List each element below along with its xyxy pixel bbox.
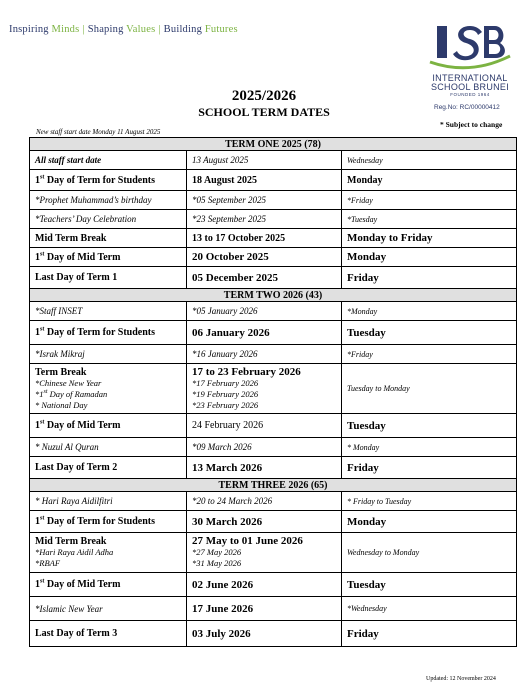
- event-sub-label: *Chinese New Year: [35, 377, 102, 388]
- day-cell: *Friday: [342, 345, 517, 364]
- event-ordinal: 1: [35, 174, 40, 186]
- table-row: [30, 267, 517, 289]
- date-cell: *05 January 2026: [187, 302, 342, 321]
- event-ordinal: 1: [35, 327, 40, 338]
- table-row: [30, 414, 517, 438]
- day-cell: * Monday: [342, 438, 517, 457]
- tagline-minds: Minds: [51, 24, 80, 35]
- day-cell: Friday: [342, 457, 517, 479]
- table-row: [30, 210, 517, 229]
- term-header: [30, 479, 517, 492]
- event-sub-ordinal: *1: [35, 388, 44, 399]
- date-sub: *17 February 2026: [192, 377, 259, 388]
- table-row: [30, 321, 517, 345]
- day-cell: *Friday: [342, 191, 517, 210]
- event-label: Mid Term Break: [35, 536, 107, 547]
- event-ordinal-suffix: st: [40, 326, 45, 333]
- event-cell: *Israk Mikraj: [30, 345, 187, 364]
- table-row: [30, 457, 517, 479]
- day-cell: * Friday to Tuesday: [342, 492, 517, 511]
- tagline-inspiring: Inspiring: [9, 24, 52, 35]
- date-main: 27 May to 01 June 2026: [192, 535, 303, 547]
- day-cell: Monday: [342, 170, 517, 191]
- event-sub-label: * National Day: [35, 399, 88, 410]
- date-cell: *23 September 2025: [187, 210, 342, 229]
- day-cell: *Tuesday: [342, 210, 517, 229]
- date-cell: [187, 533, 342, 573]
- date-cell: 06 January 2026: [187, 321, 342, 345]
- date-cell: *09 March 2026: [187, 438, 342, 457]
- event-sub-label: [35, 389, 181, 400]
- tagline-separator: |: [158, 24, 161, 35]
- day-cell: Tuesday: [342, 414, 517, 438]
- date-cell: 05 December 2025: [187, 267, 342, 289]
- day-cell: Tuesday to Monday: [342, 364, 517, 414]
- table-row: [30, 621, 517, 647]
- logo-founded: FOUNDED 1964: [450, 92, 490, 97]
- day-cell: Tuesday: [342, 573, 517, 597]
- date-cell: 17 June 2026: [187, 597, 342, 621]
- tagline-building: Building: [163, 24, 205, 35]
- day-cell: Monday: [342, 511, 517, 533]
- table-row: [30, 438, 517, 457]
- isb-logo-icon: [428, 16, 512, 74]
- updated-date: Updated: 12 November 2024: [426, 676, 496, 682]
- term-header: [30, 138, 517, 151]
- event-cell: [30, 248, 187, 267]
- table-row: [30, 492, 517, 511]
- date-cell: [187, 364, 342, 414]
- date-cell: 30 March 2026: [187, 511, 342, 533]
- event-cell: Last Day of Term 1: [30, 267, 187, 289]
- day-cell: Friday: [342, 621, 517, 647]
- table-row: [30, 191, 517, 210]
- table-row: [30, 511, 517, 533]
- event-sub-label: *RBAF: [35, 558, 61, 568]
- event-cell: [30, 364, 187, 414]
- term-header: [30, 289, 517, 302]
- new-staff-note: New staff start date Monday 11 August 2025: [36, 128, 161, 136]
- event-cell: [30, 321, 187, 345]
- event-cell: Last Day of Term 3: [30, 621, 187, 647]
- event-ordinal-suffix: st: [40, 578, 45, 585]
- date-cell: 13 March 2026: [187, 457, 342, 479]
- event-label: Term Break: [35, 366, 87, 378]
- event-label: Day of Mid Term: [44, 420, 121, 431]
- table-row: [30, 302, 517, 321]
- table-row: [30, 229, 517, 248]
- event-cell: [30, 511, 187, 533]
- event-cell: All staff start date: [30, 151, 187, 170]
- date-main: 17 to 23 February 2026: [192, 365, 301, 378]
- term-header-cell: TERM TWO 2026 (43): [30, 289, 517, 302]
- event-ordinal-suffix: st: [40, 251, 45, 258]
- event-cell: [30, 170, 187, 191]
- event-cell: * Nuzul Al Quran: [30, 438, 187, 457]
- table-row: [30, 573, 517, 597]
- event-cell: *Teachers’ Day Celebration: [30, 210, 187, 229]
- date-sub: *19 February 2026: [192, 388, 259, 399]
- event-sub-text: Day of Ramadan: [47, 388, 108, 399]
- tagline-futures: Futures: [204, 24, 238, 35]
- event-ordinal: 1: [35, 579, 40, 590]
- page-title: SCHOOL TERM DATES: [198, 105, 330, 119]
- event-ordinal: 1: [35, 251, 40, 263]
- event-cell: Mid Term Break: [30, 229, 187, 248]
- day-cell: *Monday: [342, 302, 517, 321]
- event-cell: [30, 414, 187, 438]
- event-label: Day of Term for Students: [44, 516, 155, 527]
- day-cell: Monday to Friday: [342, 229, 517, 248]
- day-cell: Tuesday: [342, 321, 517, 345]
- event-ordinal: 1: [35, 516, 40, 527]
- tagline-shaping: Shaping: [87, 24, 127, 35]
- event-cell: [30, 533, 187, 573]
- event-ordinal: 1: [35, 420, 40, 431]
- event-label: Day of Term for Students: [44, 327, 155, 338]
- school-logo: [420, 16, 520, 96]
- event-ordinal-suffix: st: [40, 419, 45, 426]
- logo-name-line1: INTERNATIONAL: [432, 73, 508, 83]
- date-cell: 20 October 2025: [187, 248, 342, 267]
- event-cell: *Islamic New Year: [30, 597, 187, 621]
- event-label: Day of Mid Term: [44, 579, 121, 590]
- event-label: Day of Term for Students: [44, 174, 155, 186]
- table-row: [30, 151, 517, 170]
- table-row: [30, 533, 517, 573]
- day-cell: Monday: [342, 248, 517, 267]
- tagline-values: Values: [126, 24, 156, 35]
- date-sub: *31 May 2026: [192, 558, 242, 568]
- event-cell: *Prophet Muhammad’s birthday: [30, 191, 187, 210]
- day-cell: Friday: [342, 267, 517, 289]
- event-label: Day of Mid Term: [44, 251, 121, 263]
- date-cell: *20 to 24 March 2026: [187, 492, 342, 511]
- event-ordinal-suffix: st: [40, 515, 45, 522]
- date-cell: 18 August 2025: [187, 170, 342, 191]
- table-row: [30, 364, 517, 414]
- event-ordinal-suffix: st: [40, 174, 45, 181]
- event-cell: Last Day of Term 2: [30, 457, 187, 479]
- term-dates-table: [29, 137, 517, 647]
- academic-year: 2025/2026: [231, 88, 297, 104]
- date-cell: 13 to 17 October 2025: [187, 229, 342, 248]
- date-cell: 24 February 2026: [187, 414, 342, 438]
- date-cell: *16 January 2026: [187, 345, 342, 364]
- date-cell: 03 July 2026: [187, 621, 342, 647]
- date-sub: *27 May 2026: [192, 547, 242, 557]
- day-cell: Wednesday to Monday: [342, 533, 517, 573]
- table-row: [30, 597, 517, 621]
- logo-name-line2: SCHOOL BRUNEI: [430, 82, 510, 92]
- school-tagline: [9, 24, 238, 35]
- event-cell: *Staff INSET: [30, 302, 187, 321]
- table-row: [30, 248, 517, 267]
- subject-to-change-note: * Subject to change: [440, 120, 503, 129]
- event-sub-label: *Hari Raya Aidil Adha: [35, 547, 114, 557]
- date-cell: 13 August 2025: [187, 151, 342, 170]
- day-cell: *Wednesday: [342, 597, 517, 621]
- registration-number: Reg.No: RC/00000412: [434, 104, 500, 111]
- tagline-separator: |: [82, 24, 85, 35]
- table-row: [30, 345, 517, 364]
- event-cell: * Hari Raya Aidilfitri: [30, 492, 187, 511]
- term-header-cell: TERM ONE 2025 (78): [30, 138, 517, 151]
- date-cell: 02 June 2026: [187, 573, 342, 597]
- event-cell: [30, 573, 187, 597]
- term-header-cell: TERM THREE 2026 (65): [30, 479, 517, 492]
- event-sub-ordinal-suffix: st: [43, 388, 48, 395]
- day-cell: Wednesday: [342, 151, 517, 170]
- table-row: [30, 170, 517, 191]
- date-cell: *05 September 2025: [187, 191, 342, 210]
- date-sub: *23 February 2026: [192, 399, 259, 410]
